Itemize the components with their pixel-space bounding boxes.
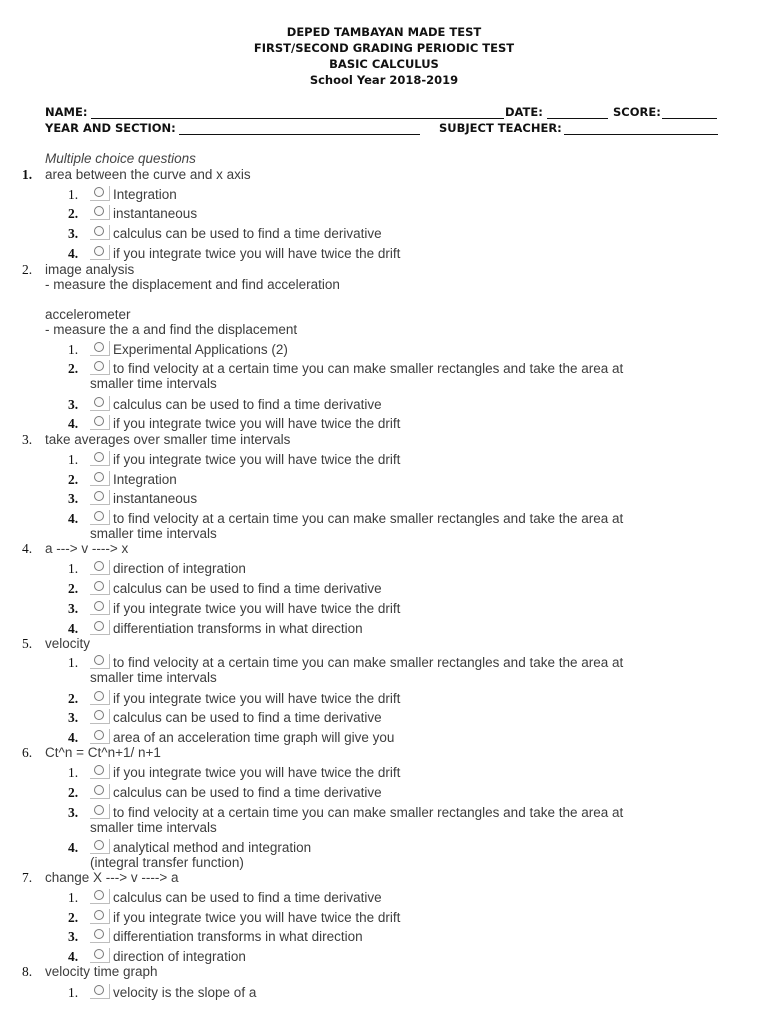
option-number: 3. — [68, 491, 79, 506]
option-text: direction of integration — [113, 949, 246, 964]
radio-circle-icon — [94, 601, 104, 611]
option-text: analytical method and integration — [113, 840, 312, 855]
question-prompt-line: - measure the displacement and find acceleration — [45, 277, 340, 292]
option[interactable] — [0, 206, 768, 222]
year-section-label: YEAR AND SECTION: — [45, 121, 176, 135]
radio-circle-icon — [94, 785, 104, 795]
option[interactable] — [0, 246, 768, 262]
option-text: if you integrate twice you will have twice the drift — [113, 246, 401, 261]
option[interactable] — [0, 581, 768, 597]
subject-teacher-field[interactable] — [564, 134, 718, 135]
radio-circle-icon — [94, 910, 104, 920]
question-number: 4. — [22, 541, 33, 556]
question-prompt: velocity time graph — [45, 964, 158, 979]
subject-title: BASIC CALCULUS — [329, 57, 439, 71]
option-text: calculus can be used to find a time derivative — [113, 890, 382, 905]
option[interactable] — [0, 691, 768, 707]
radio-button[interactable] — [90, 185, 110, 201]
question-prompt: a ---> v ----> x — [45, 541, 129, 556]
option-text: calculus can be used to find a time derivative — [113, 581, 382, 596]
option-number: 3. — [68, 601, 79, 616]
option[interactable] — [0, 710, 768, 726]
option-text: differentiation transforms in what direction — [113, 929, 363, 944]
radio-circle-icon — [94, 621, 104, 631]
radio-button[interactable] — [90, 783, 110, 799]
question-prompt: velocity — [45, 636, 91, 651]
radio-circle-icon — [94, 226, 104, 236]
question-prompt: take averages over smaller time intervals — [45, 432, 291, 447]
option-number: 3. — [68, 710, 79, 725]
radio-button[interactable] — [90, 763, 110, 779]
question-number: 7. — [22, 870, 33, 885]
option-number: 3. — [68, 397, 79, 412]
option[interactable] — [0, 910, 768, 926]
option-number: 4. — [68, 840, 79, 855]
option-number: 4. — [68, 730, 79, 745]
option-text-continued: (integral transfer function) — [90, 855, 244, 870]
option-number: 1. — [68, 655, 79, 670]
radio-button[interactable] — [90, 888, 110, 904]
option[interactable] — [0, 655, 768, 671]
option-text: to find velocity at a certain time you can make smaller rectangles and take the area at — [113, 511, 624, 526]
score-field[interactable] — [662, 118, 717, 119]
radio-circle-icon — [94, 710, 104, 720]
option[interactable] — [0, 226, 768, 242]
question-number: 1. — [22, 167, 33, 182]
radio-circle-icon — [94, 472, 104, 482]
option[interactable] — [0, 890, 768, 906]
option[interactable] — [0, 785, 768, 801]
year-section-field[interactable] — [179, 134, 420, 135]
option[interactable] — [0, 561, 768, 577]
radio-circle-icon — [94, 206, 104, 216]
option-text: Experimental Applications (2) — [113, 342, 288, 357]
option-text: differentiation transforms in what direction — [113, 621, 363, 636]
question-prompt: change X ---> v ----> a — [45, 870, 179, 885]
option[interactable] — [0, 949, 768, 965]
radio-button[interactable] — [90, 838, 110, 854]
radio-circle-icon — [94, 246, 104, 256]
option-text: if you integrate twice you will have twice the drift — [113, 910, 401, 925]
option[interactable] — [0, 342, 768, 358]
name-field[interactable] — [91, 118, 504, 119]
option-text: calculus can be used to find a time derivative — [113, 785, 382, 800]
option-text: to find velocity at a certain time you can make smaller rectangles and take the area at — [113, 655, 624, 670]
option-number: 2. — [68, 785, 79, 800]
option-text: if you integrate twice you will have twice the drift — [113, 452, 401, 467]
radio-button[interactable] — [90, 559, 110, 575]
radio-button[interactable] — [90, 204, 110, 220]
option[interactable] — [0, 491, 768, 507]
option-number: 3. — [68, 929, 79, 944]
option[interactable] — [0, 397, 768, 413]
option-number: 4. — [68, 621, 79, 636]
radio-button[interactable] — [90, 983, 110, 999]
radio-button[interactable] — [90, 340, 110, 356]
option-number: 2. — [68, 581, 79, 596]
option-text: if you integrate twice you will have twice the drift — [113, 416, 401, 431]
radio-button[interactable] — [90, 450, 110, 466]
radio-circle-icon — [94, 765, 104, 775]
option-number: 2. — [68, 361, 79, 376]
option-text: if you integrate twice you will have twice the drift — [113, 691, 401, 706]
option-number: 1. — [68, 765, 79, 780]
option-number: 1. — [68, 342, 79, 357]
score-label: SCORE: — [613, 105, 661, 119]
radio-button[interactable] — [90, 509, 110, 525]
radio-circle-icon — [94, 730, 104, 740]
option-text-continued: smaller time intervals — [90, 820, 217, 835]
question-prompt-line: - measure the a and find the displacement — [45, 322, 298, 337]
subject-teacher-label: SUBJECT TEACHER: — [439, 121, 562, 135]
radio-circle-icon — [94, 691, 104, 701]
option[interactable] — [0, 765, 768, 781]
radio-circle-icon — [94, 511, 104, 521]
date-label: DATE: — [505, 105, 543, 119]
school-year: School Year 2018-2019 — [309, 73, 459, 87]
radio-circle-icon — [94, 805, 104, 815]
test-title: FIRST/SECOND GRADING PERIODIC TEST — [253, 41, 515, 55]
option-text-continued: smaller time intervals — [90, 376, 217, 391]
radio-circle-icon — [94, 890, 104, 900]
option-text: to find velocity at a certain time you can make smaller rectangles and take the area at — [113, 805, 624, 820]
radio-button[interactable] — [90, 927, 110, 943]
option[interactable] — [0, 730, 768, 746]
radio-circle-icon — [94, 840, 104, 850]
school-title: DEPED TAMBAYAN MADE TEST — [286, 25, 482, 39]
option-text: calculus can be used to find a time derivative — [113, 226, 382, 241]
radio-button[interactable] — [90, 689, 110, 705]
radio-circle-icon — [94, 397, 104, 407]
option-number: 1. — [68, 187, 79, 202]
radio-circle-icon — [94, 561, 104, 571]
question-number: 3. — [22, 432, 33, 447]
radio-button[interactable] — [90, 947, 110, 963]
option-text: instantaneous — [113, 206, 198, 221]
form-row-name — [45, 104, 725, 120]
option[interactable] — [0, 929, 768, 945]
option-text: if you integrate twice you will have twice the drift — [113, 765, 401, 780]
option-text-continued: smaller time intervals — [90, 670, 217, 685]
radio-button[interactable] — [90, 244, 110, 260]
name-label: NAME: — [45, 105, 88, 119]
option-number: 1. — [68, 561, 79, 576]
option-text: calculus can be used to find a time derivative — [113, 397, 382, 412]
option-number: 2. — [68, 691, 79, 706]
radio-button[interactable] — [90, 908, 110, 924]
option[interactable] — [0, 985, 768, 1001]
option-number: 3. — [68, 226, 79, 241]
radio-button[interactable] — [90, 653, 110, 669]
radio-button[interactable] — [90, 489, 110, 505]
option-number: 4. — [68, 949, 79, 964]
question-number: 8. — [22, 964, 33, 979]
radio-circle-icon — [94, 416, 104, 426]
question-number: 6. — [22, 745, 33, 760]
radio-circle-icon — [94, 342, 104, 352]
option-number: 4. — [68, 416, 79, 431]
option-number: 3. — [68, 805, 79, 820]
form-row-section — [45, 120, 725, 136]
radio-circle-icon — [94, 655, 104, 665]
option-text: if you integrate twice you will have twice the drift — [113, 601, 401, 616]
question-prompt: image analysis — [45, 262, 135, 277]
question-number: 2. — [22, 262, 33, 277]
radio-button[interactable] — [90, 359, 110, 375]
radio-circle-icon — [94, 187, 104, 197]
radio-button[interactable] — [90, 803, 110, 819]
date-field[interactable] — [547, 118, 608, 119]
section-title: Multiple choice questions — [45, 151, 196, 166]
radio-circle-icon — [94, 949, 104, 959]
option[interactable] — [0, 416, 768, 432]
option-text: calculus can be used to find a time derivative — [113, 710, 382, 725]
option-text: area of an acceleration time graph will give you — [113, 730, 395, 745]
question-prompt: area between the curve and x axis — [45, 167, 251, 182]
option-text: Integration — [113, 472, 177, 487]
option-number: 1. — [68, 890, 79, 905]
question-prompt-line: accelerometer — [45, 307, 131, 322]
option[interactable] — [0, 511, 768, 527]
option-text: instantaneous — [113, 491, 198, 506]
radio-button[interactable] — [90, 728, 110, 744]
radio-button[interactable] — [90, 708, 110, 724]
option-text: Integration — [113, 187, 177, 202]
radio-circle-icon — [94, 581, 104, 591]
radio-button[interactable] — [90, 395, 110, 411]
option-number: 4. — [68, 246, 79, 261]
option-text: velocity is the slope of a — [113, 985, 257, 1000]
option[interactable] — [0, 621, 768, 637]
option-number: 1. — [68, 985, 79, 1000]
option[interactable] — [0, 601, 768, 617]
radio-circle-icon — [94, 929, 104, 939]
option-number: 2. — [68, 206, 79, 221]
radio-circle-icon — [94, 361, 104, 371]
radio-circle-icon — [94, 452, 104, 462]
radio-button[interactable] — [90, 619, 110, 635]
radio-button[interactable] — [90, 579, 110, 595]
option[interactable] — [0, 361, 768, 377]
radio-circle-icon — [94, 491, 104, 501]
option-number: 1. — [68, 452, 79, 467]
option[interactable] — [0, 452, 768, 468]
radio-circle-icon — [94, 985, 104, 995]
option[interactable] — [0, 187, 768, 203]
option-number: 2. — [68, 910, 79, 925]
option-text: to find velocity at a certain time you can make smaller rectangles and take the area at — [113, 361, 624, 376]
question-prompt: Ct^n = Ct^n+1/ n+1 — [45, 745, 161, 760]
option-text-continued: smaller time intervals — [90, 526, 217, 541]
radio-button[interactable] — [90, 414, 110, 430]
option[interactable] — [0, 472, 768, 488]
radio-button[interactable] — [90, 470, 110, 486]
option-number: 4. — [68, 511, 79, 526]
option-number: 2. — [68, 472, 79, 487]
option[interactable] — [0, 805, 768, 821]
option-text: direction of integration — [113, 561, 246, 576]
question-number: 5. — [22, 636, 33, 651]
option[interactable] — [0, 840, 768, 856]
radio-button[interactable] — [90, 224, 110, 240]
radio-button[interactable] — [90, 599, 110, 615]
